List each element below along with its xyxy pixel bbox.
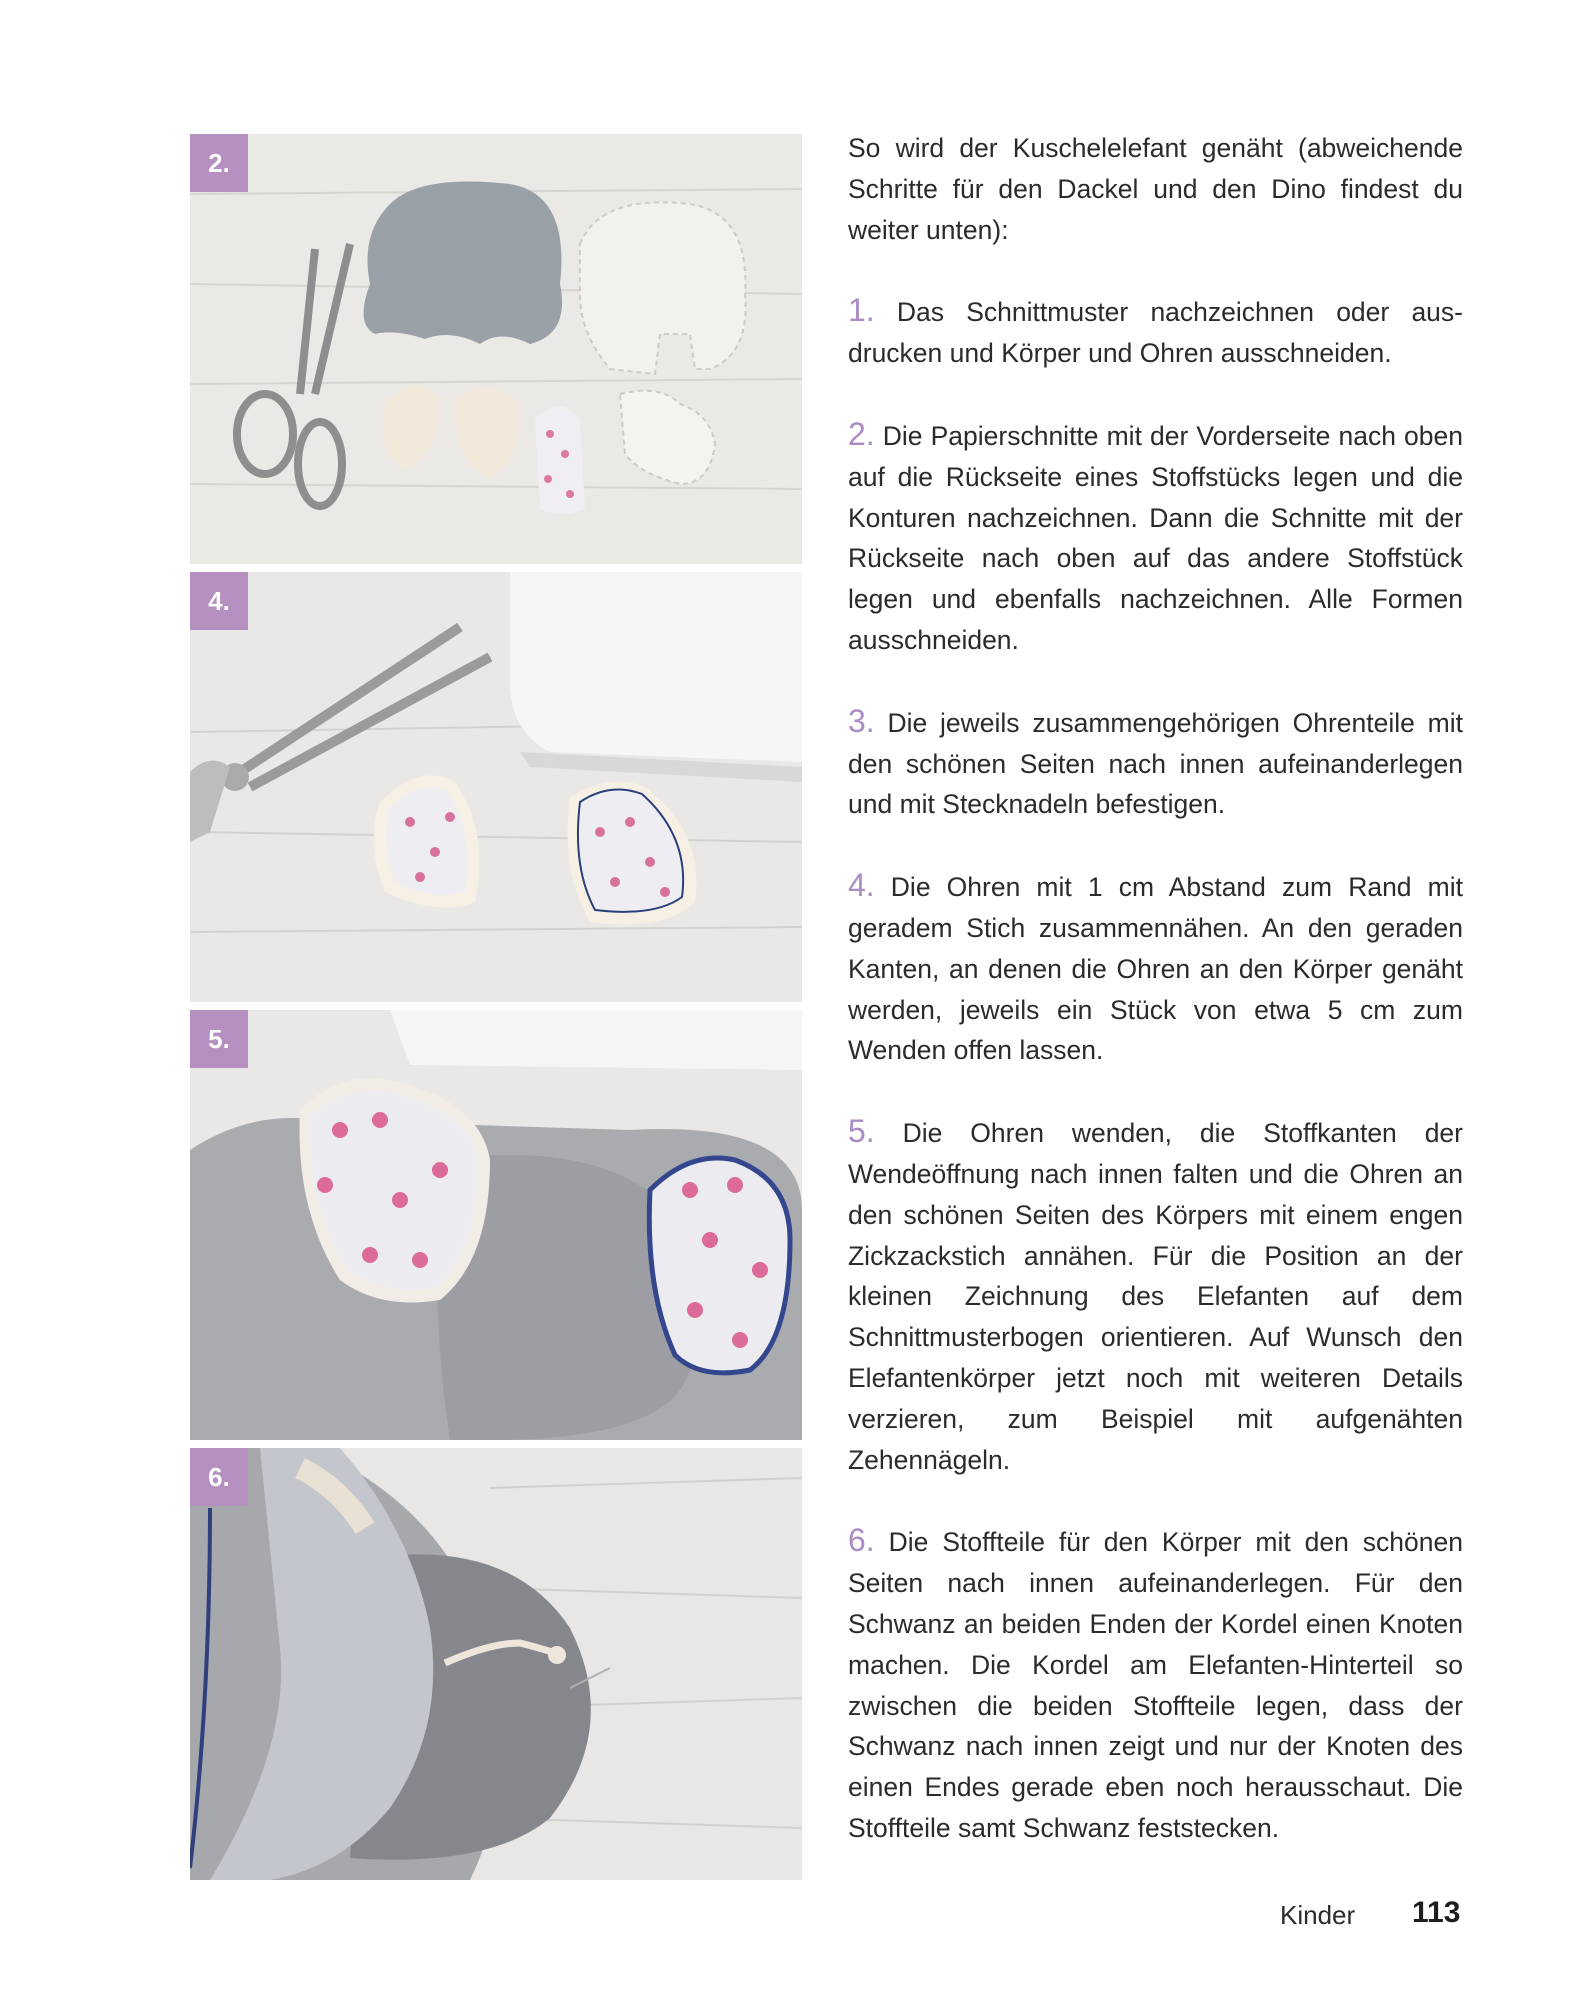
step-number: 1. xyxy=(848,292,875,329)
ears-attached-image xyxy=(190,1010,802,1440)
step-6-paragraph xyxy=(848,1520,1463,1848)
sewing-ears-image xyxy=(190,572,802,1002)
footer-section-label: Kinder xyxy=(1280,1900,1356,1930)
step-number: 2. xyxy=(848,415,875,452)
step-text: Die Ohren mit 1 cm Abstand zum Rand mit geradem Stich zusammennähen. An den geraden Kanten, an denen die Ohren an den Körper genäht werden, jeweils ein Stück von etwa 5 cm zum Wenden offen lassen. xyxy=(848,872,1463,1066)
step-badge: 2. xyxy=(190,134,248,192)
step-5-paragraph xyxy=(848,1111,1463,1480)
page-number: 113 xyxy=(1412,1896,1461,1929)
step-badge: 6. xyxy=(190,1448,248,1506)
step-3-paragraph xyxy=(848,701,1463,825)
step-text: Die jeweils zusammengehörigen Ohrenteile mit den schönen Seiten nach innen aufeinanderlegen und mit Stecknadeln befestigen. xyxy=(848,707,1463,820)
step-badge: 5. xyxy=(190,1010,248,1068)
step-text: Die Stoffteile für den Körper mit den schönen Seiten nach innen aufeinanderlegen. Für den Schwanz an beiden Enden der Kordel einen Knoten machen. Die Kordel am Elefanten-Hinterteil so zwischen die beiden Stoffteile legen, dass der Schwanz nach innen zeigt und nur der Knoten des einen Endes gerade eben noch herausschaut. Die Stoffteile samt Schwanz feststecken. xyxy=(848,1527,1463,1843)
step-number: 3. xyxy=(848,702,875,739)
step-text: Die Papierschnitte mit der Vorderseite nach oben auf die Rückseite eines Stoffstücks legen und die Konturen nachzeichnen. Dann die Schnitte mit der Rückseite nach oben auf das andere Stoffstück legen und ebenfalls nachzeichnen. Alle Formen ausschneiden. xyxy=(848,420,1463,655)
instructions-text xyxy=(848,128,1463,1889)
step-text: Die Ohren wenden, die Stoffkanten der Wendeöffnung nach innen falten und die Ohren an den schönen Seiten des Körpers mit einem engen Zickzackstich annähen. Für die Position an der kleinen Zeichnung des Elefanten auf dem Schnittmusterbogen orientieren. Auf Wunsch den Elefantenkörper jetzt noch mit weiteren Details verzieren, zum Beispiel mit aufgenähten Zehennägeln. xyxy=(848,1118,1463,1475)
step-number: 4. xyxy=(848,867,875,904)
step-4-paragraph xyxy=(848,865,1463,1071)
photo-step-5 xyxy=(190,1010,802,1440)
step-text: Das Schnittmuster nachzeichnen oder ausdrucken und Körper und Ohren ausschneiden. xyxy=(848,297,1463,369)
photo-step-4 xyxy=(190,572,802,1002)
intro-paragraph: So wird der Kuschelelefant genäht (abweichende Schritte für den Dackel und den Dino findest du weiter unten): xyxy=(848,133,1463,245)
photo-step-6 xyxy=(190,1448,802,1880)
body-with-tail-image xyxy=(190,1448,802,1880)
step-badge: 4. xyxy=(190,572,248,630)
photo-step-2 xyxy=(190,134,802,564)
step-1-paragraph xyxy=(848,290,1463,374)
step-number: 6. xyxy=(848,1522,875,1559)
cut-pattern-pieces-image xyxy=(190,134,802,564)
step-2-paragraph xyxy=(848,414,1463,661)
step-number: 5. xyxy=(848,1113,875,1150)
